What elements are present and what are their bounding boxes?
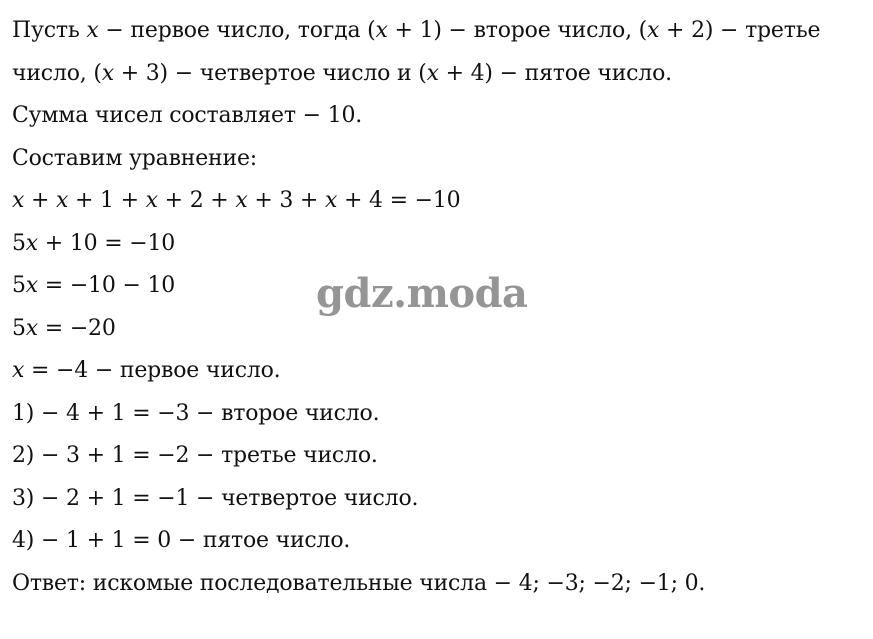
equation-line: 𝑥 = −4 − первое число. xyxy=(12,358,281,383)
equation-line: 5𝑥 + 10 = −10 xyxy=(12,230,176,256)
text-line: Сумма чисел составляет − 10. xyxy=(12,103,363,128)
step-line: 2) − 3 + 1 = −2 − третье число. xyxy=(12,443,378,468)
equation-line: 5𝑥 = −10 − 10 xyxy=(12,273,176,298)
equation-line: 5𝑥 = −20 xyxy=(12,315,116,341)
equation-line: 𝑥 + 𝑥 + 1 + 𝑥 + 2 + 𝑥 + 3 + 𝑥 + 4 = −10 xyxy=(12,188,461,213)
watermark: gdz.moda xyxy=(316,270,528,317)
text-line: Пусть 𝑥 − первое число, тогда (𝑥 + 1) − второе число, (𝑥 + 2) − третье xyxy=(12,18,821,43)
step-line: 3) − 2 + 1 = −1 − четвертое число. xyxy=(12,485,419,511)
step-line: 4) − 1 + 1 = 0 − пятое число. xyxy=(12,528,351,553)
step-line: 1) − 4 + 1 = −3 − второе число. xyxy=(12,400,380,426)
text-line: Составим уравнение: xyxy=(12,145,258,171)
answer-line: Ответ: искомые последовательные числа − 4; −3; −2; −1; 0. xyxy=(12,570,706,596)
text-line: число, (𝑥 + 3) − четвертое число и (𝑥 + 4) − пятое число. xyxy=(12,60,672,86)
